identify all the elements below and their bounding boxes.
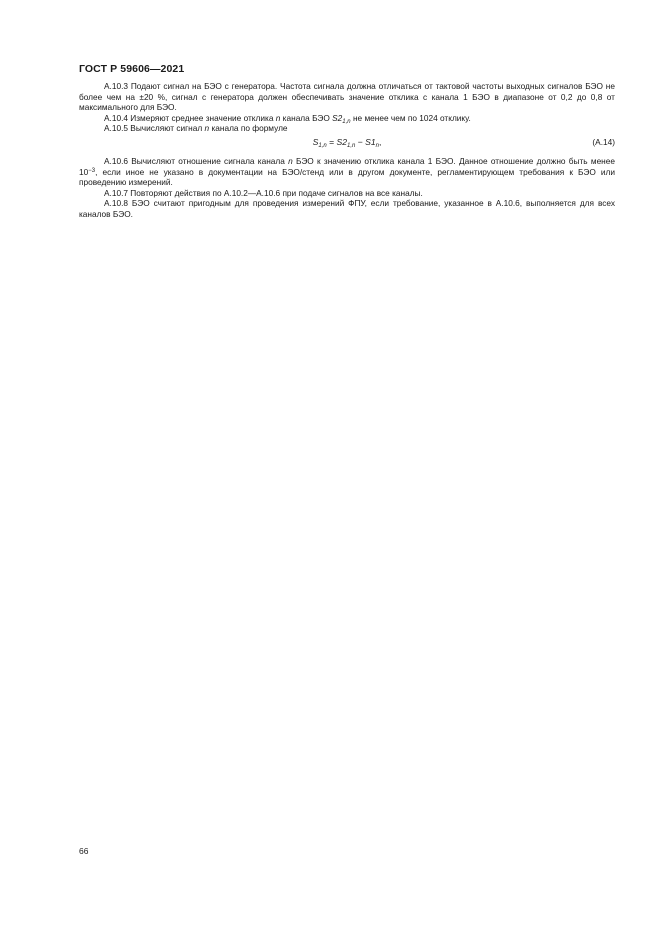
paragraph-a-10-6 (79, 156, 615, 188)
text-run: А.10.6 Вычисляют отношение сигнала канала (104, 155, 289, 166)
exponent: −3 (88, 167, 96, 174)
formula-term-2-subscript: n (375, 142, 379, 149)
document-header: ГОСТ Р 59606—2021 (79, 63, 185, 75)
variable-n: n (204, 123, 210, 134)
text-run: канала БЭО (280, 112, 333, 123)
paragraph-a-10-5 (79, 123, 615, 134)
text-run: канала по формуле (209, 123, 288, 134)
paragraph-a-10-7: А.10.7 Повторяют действия по А.10.2—А.10.6 при подаче сигналов на все каналы. (104, 187, 423, 198)
paragraph-a-10-3: А.10.3 Подают сигнал на БЭО с генератора. Частота сигнала должна отличаться от тактовой частоты выходных сигналов БЭО не более чем на ±20 %, сигнал с генератора должен обеспечивать значение отклика с канала 1 БЭО в диапазоне от 0,2 до 0,8 от максимального для БЭО. (79, 81, 615, 113)
formula-lhs: S (312, 136, 319, 147)
formula-term-2: S1 (365, 136, 376, 147)
text-run: не менее чем по 1024 отклику. (350, 112, 471, 123)
document-body (79, 81, 615, 220)
formula-term-1-subscript: 1,n (347, 142, 356, 149)
formula-number: (А.14) (592, 136, 615, 147)
text-run: , если иное не указано в документации на БЭО/стенд или в другом документе, регламентирующем требования к БЭО или проведению измерений. (79, 166, 615, 188)
formula-lhs-subscript: 1,n (318, 142, 327, 149)
formula-a-14 (79, 137, 615, 150)
paragraph-a-10-4 (79, 113, 615, 124)
formula-expression (79, 137, 615, 148)
symbol-subscript: 1,n (342, 118, 351, 125)
page-number: 66 (79, 846, 89, 856)
formula-term-1: S2 (336, 136, 347, 147)
variable-n: n (288, 155, 293, 166)
symbol-s2: S2 (332, 112, 343, 123)
formula-minus: − (355, 136, 366, 147)
text-run: А.10.4 Измеряют среднее значение отклика (104, 112, 276, 123)
paragraph-a-10-8: А.10.8 БЭО считают пригодным для проведения измерений ФПУ, если требование, указанное в А.10.6, выполняется для всех каналов БЭО. (79, 198, 615, 219)
text-run: А.10.5 Вычисляют сигнал (104, 123, 205, 134)
formula-tail: , (379, 136, 382, 147)
variable-n: n (275, 112, 281, 123)
text-run: БЭО к значению отклика канала 1 БЭО. Данное отношение должно быть менее 10 (79, 155, 615, 177)
formula-equals: = (326, 136, 337, 147)
